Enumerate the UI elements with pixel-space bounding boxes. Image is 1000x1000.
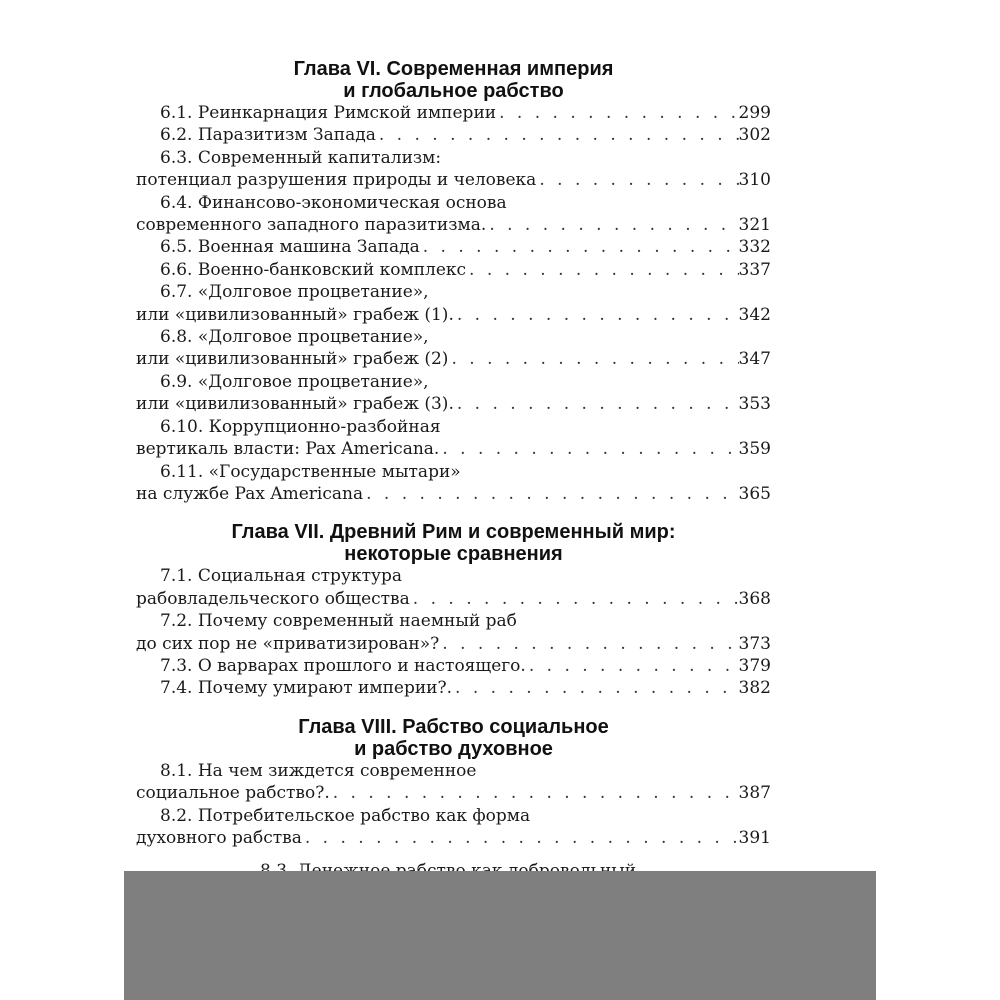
- dot-leader: [454, 393, 739, 415]
- dot-leader: [526, 655, 739, 677]
- dot-leader: [452, 677, 739, 699]
- toc-entry[interactable]: [136, 805, 771, 850]
- page-number: 365: [738, 483, 771, 504]
- dot-leader: [376, 124, 739, 146]
- toc-entry[interactable]: [136, 281, 771, 326]
- dot-leader: [439, 438, 738, 460]
- page-number: 353: [738, 394, 771, 415]
- dot-leader: [466, 259, 739, 281]
- chapter-title-line: и глобальное рабство: [343, 80, 564, 102]
- toc-entry-text: 7.1. Социальная структура: [160, 566, 402, 587]
- toc-entry-text: духовного рабства: [136, 827, 302, 848]
- page-number: 379: [738, 655, 771, 676]
- toc-entry-text: рабовладельческого общества: [136, 588, 410, 609]
- page-number: 332: [738, 237, 771, 258]
- toc-entry-text: 6.10. Коррупционно-разбойная: [160, 416, 441, 437]
- toc-entry-text: 7.2. Почему современный наемный раб: [160, 611, 517, 632]
- toc-entry-text: или «цивилизованный» грабеж (2): [136, 349, 449, 370]
- toc-entry-text: потенциал разрушения природы и человека: [136, 170, 537, 191]
- dot-leader: [536, 169, 738, 191]
- toc-entry[interactable]: [136, 371, 771, 416]
- toc-entry-text: 6.7. «Долговое процветание»,: [160, 282, 429, 303]
- chapter-title: [136, 716, 771, 760]
- dot-leader: [448, 348, 738, 370]
- page-number: 347: [738, 349, 771, 370]
- dot-leader: [410, 588, 739, 610]
- toc-entry[interactable]: [136, 259, 771, 281]
- toc-entry-text: 6.9. «Долговое процветание»,: [160, 371, 429, 392]
- table-of-contents: [136, 58, 771, 849]
- toc-entry[interactable]: [136, 677, 771, 699]
- toc-entry[interactable]: [136, 565, 771, 610]
- page-number: 299: [738, 103, 771, 123]
- dot-leader: [486, 214, 738, 236]
- chapter-title-line: Глава VII. Древний Рим и современный мир:: [231, 521, 676, 544]
- toc-entry[interactable]: [136, 461, 771, 506]
- toc-entry[interactable]: [136, 610, 771, 655]
- page-number: 310: [738, 170, 771, 191]
- chapter-title-line: Глава VIII. Рабство социальное: [298, 715, 609, 738]
- toc-entry-text: или «цивилизованный» грабеж (3).: [136, 394, 454, 415]
- toc-entry[interactable]: [136, 760, 771, 805]
- chapter-section: [136, 716, 771, 850]
- dot-leader: [420, 236, 739, 258]
- page-number: 373: [738, 633, 771, 654]
- gray-overlay-band: [124, 871, 876, 1000]
- toc-entry-text: вертикаль власти: Pax Americana.: [136, 439, 440, 460]
- toc-entry-text: 8.1. На чем зиждется современное: [160, 760, 477, 781]
- toc-entry-text: до сих пор не «приватизирован»?: [136, 633, 440, 654]
- toc-entry-text: 6.4. Финансово-экономическая основа: [160, 192, 507, 213]
- chapter-title-line: Глава VI. Современная империя: [293, 58, 614, 80]
- chapter-title-line: некоторые сравнения: [344, 543, 563, 566]
- toc-entry[interactable]: [136, 192, 771, 237]
- chapter-title: [136, 521, 771, 565]
- toc-entry-text: на службе Pax Americana: [136, 483, 364, 504]
- toc-entry[interactable]: [136, 102, 771, 124]
- page-number: 321: [738, 215, 771, 236]
- dot-leader: [439, 633, 738, 655]
- page-number: 302: [738, 125, 771, 146]
- page-number: 337: [738, 259, 771, 280]
- toc-entry-text: 7.3. О варварах прошлого и настоящего.: [160, 655, 526, 676]
- toc-entry[interactable]: [136, 124, 771, 146]
- page-number: 382: [738, 678, 771, 699]
- dot-leader: [330, 782, 739, 804]
- dot-leader: [496, 102, 738, 124]
- page-number: 387: [738, 783, 771, 804]
- toc-entry-text: 7.4. Почему умирают империи?.: [160, 678, 453, 699]
- chapter-section: [136, 58, 771, 505]
- chapter-section: [136, 521, 771, 699]
- toc-entry-text: 6.5. Военная машина Запада: [160, 237, 420, 258]
- toc-entry-text: социальное рабство?.: [136, 783, 330, 804]
- toc-entry[interactable]: [136, 147, 771, 192]
- toc-entry-text: современного западного паразитизма.: [136, 215, 487, 236]
- dot-leader: [454, 304, 739, 326]
- dot-leader: [302, 827, 739, 849]
- toc-entry[interactable]: [136, 326, 771, 371]
- toc-entry-text: 6.11. «Государственные мытари»: [160, 461, 461, 482]
- toc-entry-text: 6.2. Паразитизм Запада: [160, 125, 376, 146]
- page-number: 391: [738, 827, 771, 848]
- toc-entry-text: 6.6. Военно-банковский комплекс: [160, 259, 467, 280]
- toc-entry-text: 6.3. Современный капитализм:: [160, 147, 442, 168]
- dot-leader: [363, 483, 738, 505]
- chapter-title-line: и рабство духовное: [354, 737, 553, 760]
- page-number: 359: [738, 439, 771, 460]
- toc-entry-text: 6.1. Реинкарнация Римской империи: [160, 103, 497, 123]
- toc-entry[interactable]: [136, 655, 771, 677]
- toc-entry-text: 8.2. Потребительское рабство как форма: [160, 805, 531, 826]
- chapter-title: [136, 58, 771, 102]
- page-number: 368: [738, 588, 771, 609]
- page-number: 342: [738, 304, 771, 325]
- toc-entry[interactable]: [136, 236, 771, 258]
- toc-entry[interactable]: [136, 416, 771, 461]
- toc-entry-text: или «цивилизованный» грабеж (1).: [136, 304, 454, 325]
- toc-entry-text: 6.8. «Долговое процветание»,: [160, 327, 429, 348]
